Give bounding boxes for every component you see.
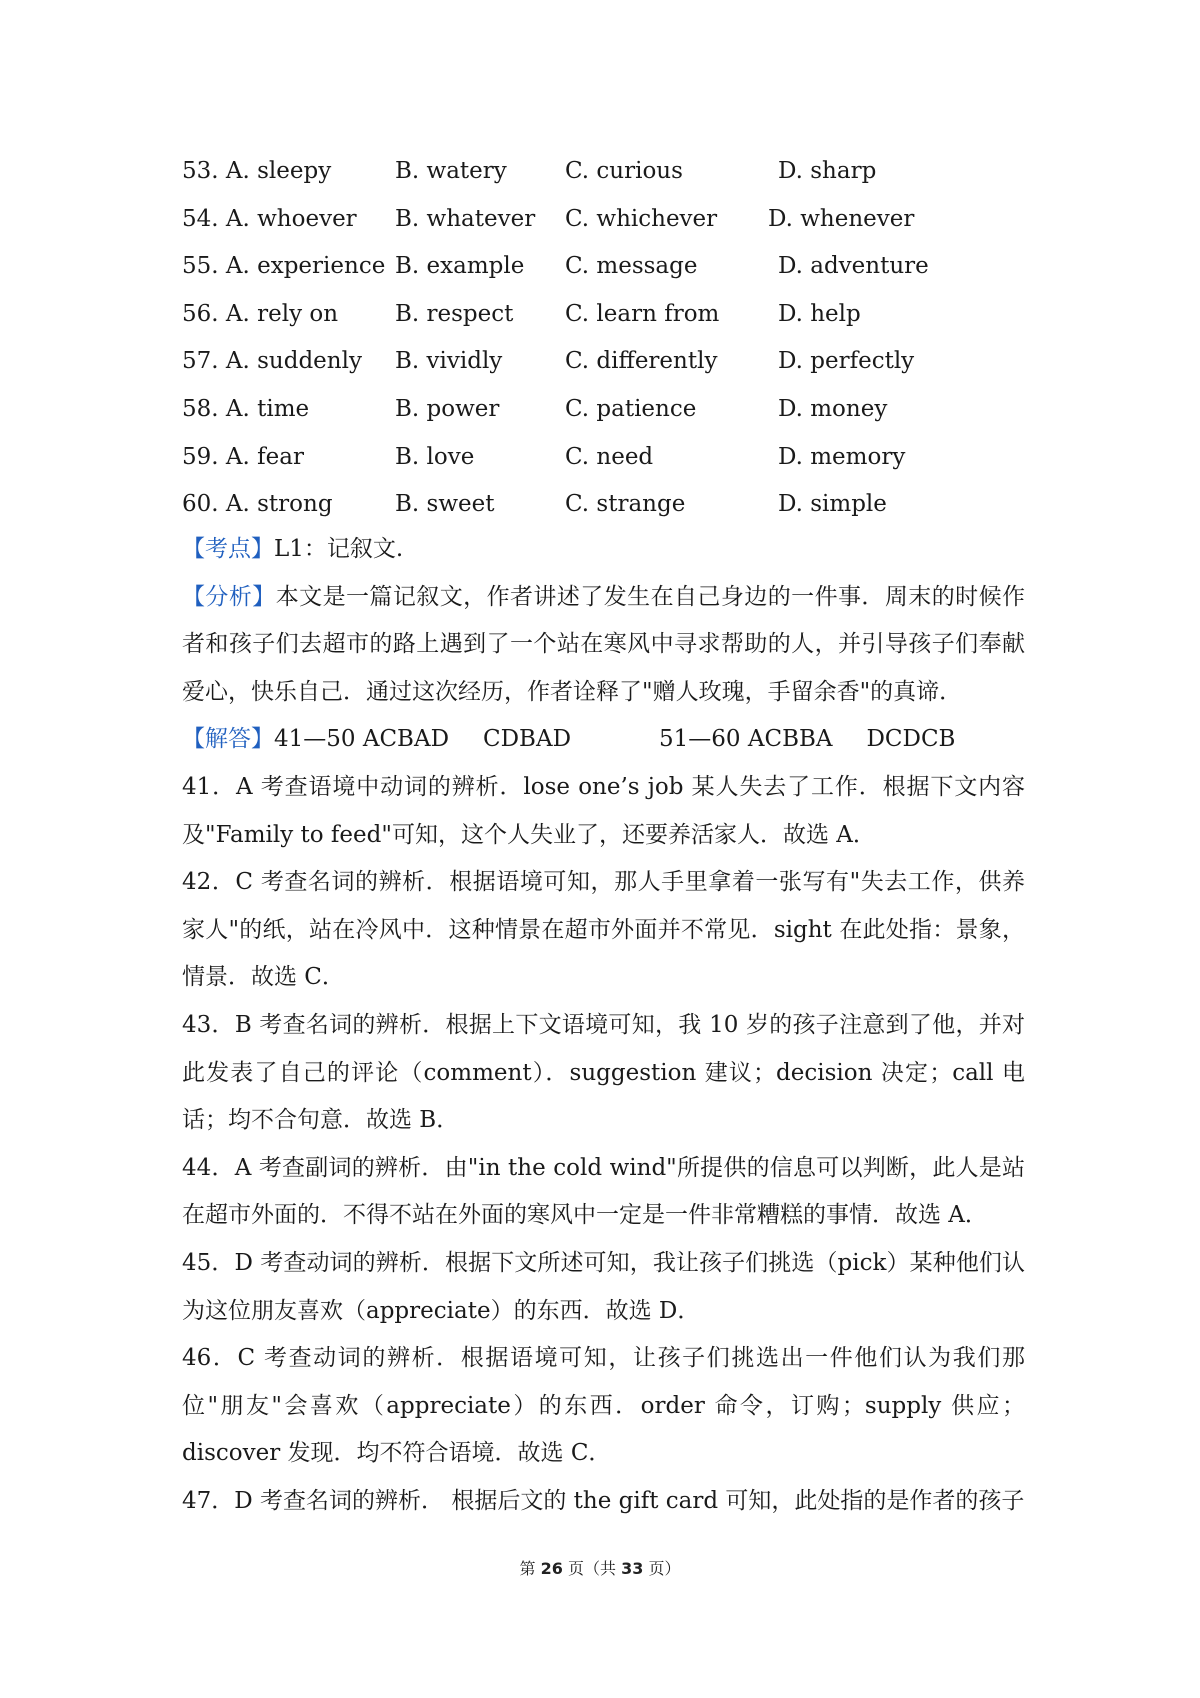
option-c: C. whichever (565, 205, 718, 232)
option-d: D. whenever (768, 205, 915, 232)
kaodian-text: L1：记叙文. (274, 536, 404, 562)
option-a: 55. A. experience (182, 253, 386, 280)
explanation-46: 46．C 考查动词的辨析．根据语境可知，让孩子们挑选出一件他们认为我们那位"朋友"会喜欢（appreciate）的东西．order 命令，订购；supply 供应；discover 发现．均不符合语境．故选 C． (182, 1345, 1025, 1467)
option-row (182, 338, 1062, 386)
option-d: D. help (778, 300, 861, 327)
explanation-45: 45．D 考查动词的辨析．根据下文所述可知，我让孩子们挑选（pick）某种他们认为这位朋友喜欢（appreciate）的东西．故选 D． (182, 1249, 1025, 1324)
option-a: 53. A. sleepy (182, 158, 332, 184)
explanation-42: 42．C 考查名词的辨析．根据语境可知，那人手里拿着一张写有"失去工作，供养家人"的纸，站在冷风中．这种情景在超市外面并不常见．sight 在此处指：景象，情景．故选 C． (182, 869, 1026, 991)
option-d: D. simple (778, 491, 887, 518)
option-d: D. money (778, 395, 888, 422)
fenxi-text: 本文是一篇记叙文，作者讲述了发生在自己身边的一件事．周末的时候作者和孩子们去超市的路上遇到了一个站在寒风中寻求帮助的人，并引导孩子们奉献爱心，快乐自己．通过这次经历，作者诠释了"赠人玫瑰，手留余香"的真谛． (182, 583, 1026, 705)
jieda-tag: 【解答】 (182, 726, 274, 753)
option-b: B. watery (395, 158, 507, 184)
option-row (182, 196, 1062, 244)
option-b: B. respect (395, 300, 514, 327)
option-c: C. need (565, 443, 654, 470)
answer-body (182, 526, 1025, 1525)
explanation-47: 47．D 考查名词的辨析． 根据后文的 the gift card 可知，此处指的是作者的孩子 (182, 1487, 1025, 1514)
jieda-paragraph (182, 716, 1025, 764)
option-row (182, 434, 1062, 482)
option-a: 56. A. rely on (182, 300, 339, 327)
footer-mid: 页（共 (562, 1559, 622, 1578)
page-footer (0, 1556, 1200, 1579)
answer-key-46-50: CDBAD (483, 726, 572, 753)
footer-suffix: 页） (643, 1559, 681, 1578)
kaodian-tag: 【考点】 (182, 536, 274, 562)
option-d: D. adventure (778, 253, 929, 280)
option-c: C. differently (565, 348, 718, 375)
option-row (182, 481, 1062, 529)
option-a: 58. A. time (182, 395, 310, 422)
option-b: B. sweet (395, 491, 495, 518)
page-number: 26 (540, 1559, 563, 1578)
option-row (182, 243, 1062, 291)
option-b: B. whatever (395, 205, 536, 232)
explanation-41: 41．A 考查语境中动词的辨析．lose one’s job 某人失去了工作．根据下文内容及"Family to feed"可知，这个人失业了，还要养活家人．故选 A． (182, 773, 1025, 848)
option-b: B. love (395, 443, 475, 470)
answer-key-41-45: 41—50 ACBAD (274, 726, 450, 753)
option-c: C. strange (565, 491, 686, 518)
fenxi-tag: 【分析】 (182, 583, 276, 610)
option-c: C. message (565, 253, 698, 280)
option-a: 59. A. fear (182, 443, 304, 470)
option-b: B. example (395, 253, 525, 280)
option-d: D. perfectly (778, 348, 915, 375)
option-c: C. patience (565, 395, 697, 422)
option-a: 60. A. strong (182, 491, 333, 518)
option-d: D. sharp (778, 158, 877, 184)
explanation-43: 43．B 考查名词的辨析．根据上下文语境可知，我 10 岁的孩子注意到了他，并对此发表了自己的评论（comment）．suggestion 建议；decision 决定；call 电话；均不合句意．故选 B． (182, 1011, 1025, 1134)
page-total: 33 (621, 1559, 644, 1578)
answer-key-56-60: DCDCB (866, 726, 956, 753)
option-d: D. memory (778, 443, 906, 470)
option-b: B. power (395, 395, 500, 422)
footer-prefix: 第 (519, 1559, 541, 1578)
option-b: B. vividly (395, 348, 503, 375)
option-c: C. curious (565, 158, 683, 184)
option-row (182, 386, 1062, 434)
option-list (182, 148, 1062, 529)
option-row (182, 148, 1062, 196)
explanation-44: 44．A 考查副词的辨析．由"in the cold wind"所提供的信息可以判断，此人是站在超市外面的．不得不站在外面的寒风中一定是一件非常糟糕的事情．故选 A． (182, 1154, 1025, 1229)
kaodian-paragraph (182, 526, 1025, 574)
option-a: 57. A. suddenly (182, 348, 362, 375)
option-a: 54. A. whoever (182, 205, 357, 232)
fenxi-paragraph (182, 574, 1025, 717)
option-row (182, 291, 1062, 339)
option-c: C. learn from (565, 300, 720, 327)
answer-key-51-55: 51—60 ACBBA (659, 726, 833, 753)
